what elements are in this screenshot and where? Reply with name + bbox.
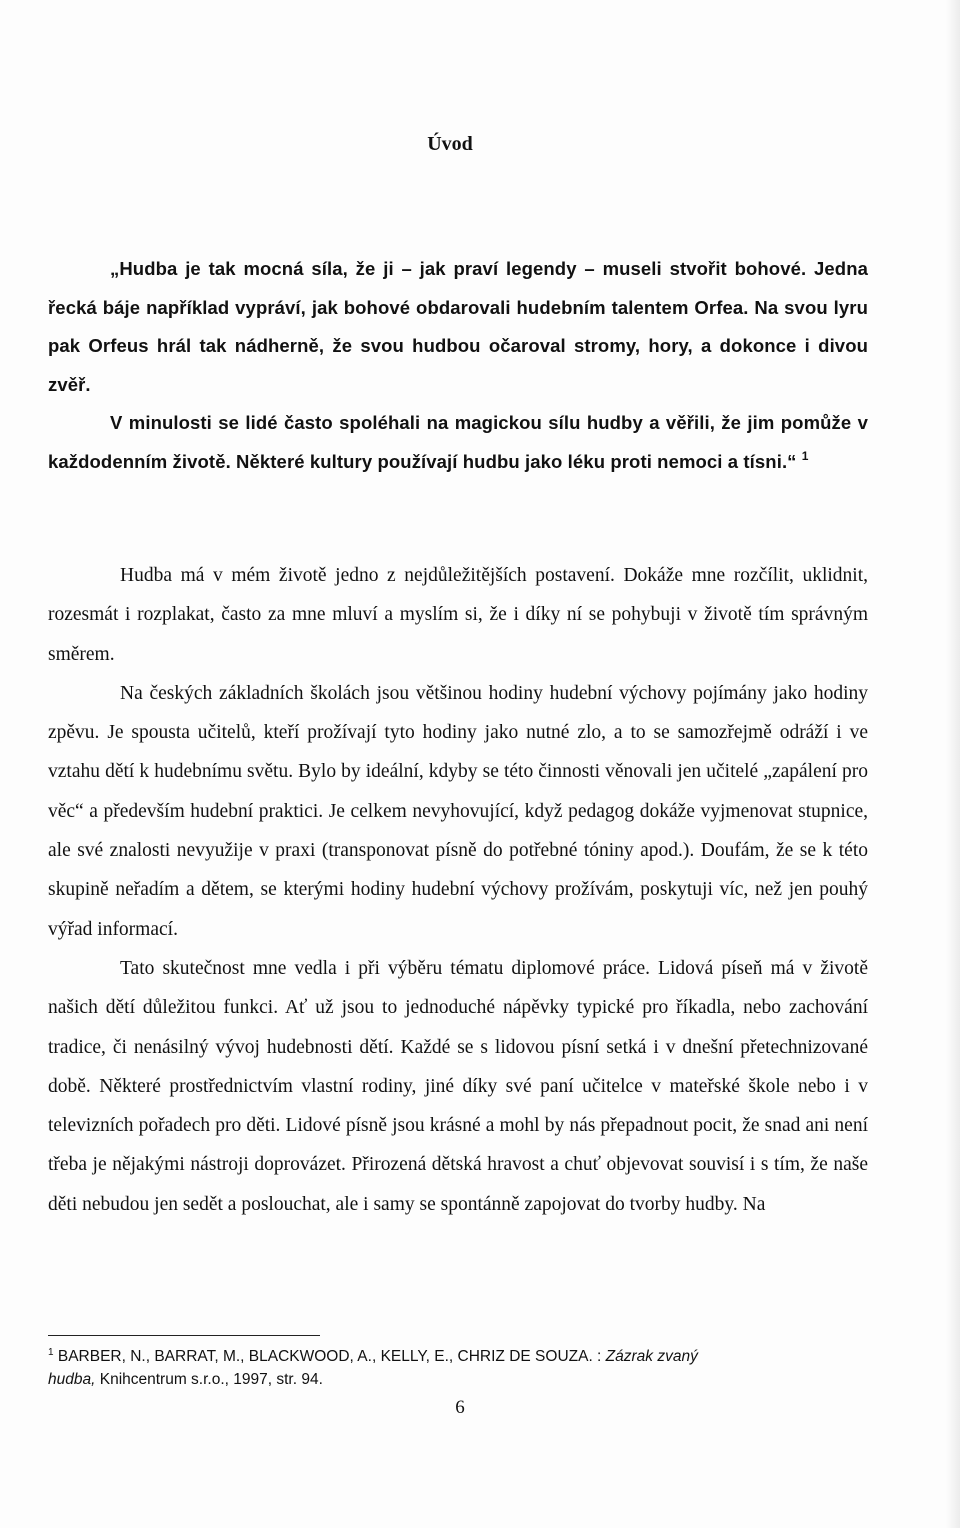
footnote-publisher: Knihcentrum s.r.o., 1997, str. 94.	[99, 1371, 323, 1388]
body-paragraph-3: Tato skutečnost mne vedla i při výběru tématu diplomové práce. Lidová píseň má v životě našich dětí důležitou funkci. Ať už jsou to jednoduché nápěvky typické pro říkadla, nebo zachování tradice, či nenásilný vývoj hudebnosti dětí. Každé se s lidovou písní setká i v dnešní přetechnizované době. Některé prostřednictvím vlastní rodiny, jiné díky své paní učitelce v mateřské škole nebo i v televizních pořadech pro děti. Lidové písně jsou krásné a mohl by nás přepadnout pocit, že snad ani není třeba je nějakými nástroji doprovázet. Přirozená dětská hravost a chuť objevovat souvisí i s tím, že naše děti nebudou jen sedět a poslouchat, ale i samy se spontánně zapojovat do tvorby hudby. Na	[48, 957, 868, 1215]
body-text	[48, 556, 868, 1224]
quote-paragraph-1: „Hudba je tak mocná síla, že ji – jak praví legendy – museli stvořit bohové. Jedna řecká báje například vypráví, jak bohové obdarovali hudebním talentem Orfea. Na svou lyru pak Orfeus hrál tak nádherně, že svou hudbou očaroval stromy, hory, a dokonce i divou zvěř.	[48, 258, 868, 395]
footnote-title-part2: hudba,	[48, 1371, 96, 1388]
quote-paragraph-2	[48, 404, 868, 481]
footnote-number: 1	[48, 1347, 54, 1358]
footnote-reference: 1	[801, 448, 809, 463]
scan-edge-shadow	[946, 0, 960, 1528]
body-paragraph-1: Hudba má v mém životě jedno z nejdůležitějších postavení. Dokáže mne rozčílit, uklidnit, rozesmát i rozplakat, často za mne mluví a myslím si, že i díky ní se pohybuji v životě tím správným směrem.	[48, 565, 868, 665]
footnote-separator	[48, 1335, 320, 1336]
footnote	[48, 1345, 868, 1391]
opening-quote	[48, 250, 868, 481]
quote-paragraph-2-text: V minulosti se lidé často spoléhali na magickou sílu hudby a věřili, že jim pomůže v každodenním životě. Některé kultury používají hudbu jako léku proti nemoci a tísni.“	[48, 412, 868, 472]
footnote-title-part1: Zázrak zvaný	[605, 1348, 698, 1365]
body-paragraph-2: Na českých základních školách jsou většinou hodiny hudební výchovy pojímány jako hodiny zpěvu. Je spousta učitelů, kteří prožívají tyto hodiny jako nutné zlo, a to se samozřejmě odráží i ve vztahu dětí k hudebnímu světu. Bylo by ideální, kdyby se této činnosti věnovali jen učitelé „zapálení pro věc“ a především hudební praktici. Je celkem nevyhovující, když pedagog dokáže vyjmenovat stupnice, ale své znalosti nevyužije v praxi (transponovat písně do potřebné tóniny apod.). Doufám, že se k této skupině neřadím a dětem, se kterými hodiny hudební výchovy prožívám, poskytuji víc, než jen pouhý výřad informací.	[48, 682, 868, 940]
page-title: Úvod	[427, 133, 473, 155]
footnote-authors: BARBER, N., BARRAT, M., BLACKWOOD, A., KELLY, E., CHRIZ DE SOUZA. :	[57, 1348, 602, 1365]
page-number: 6	[455, 1397, 465, 1418]
